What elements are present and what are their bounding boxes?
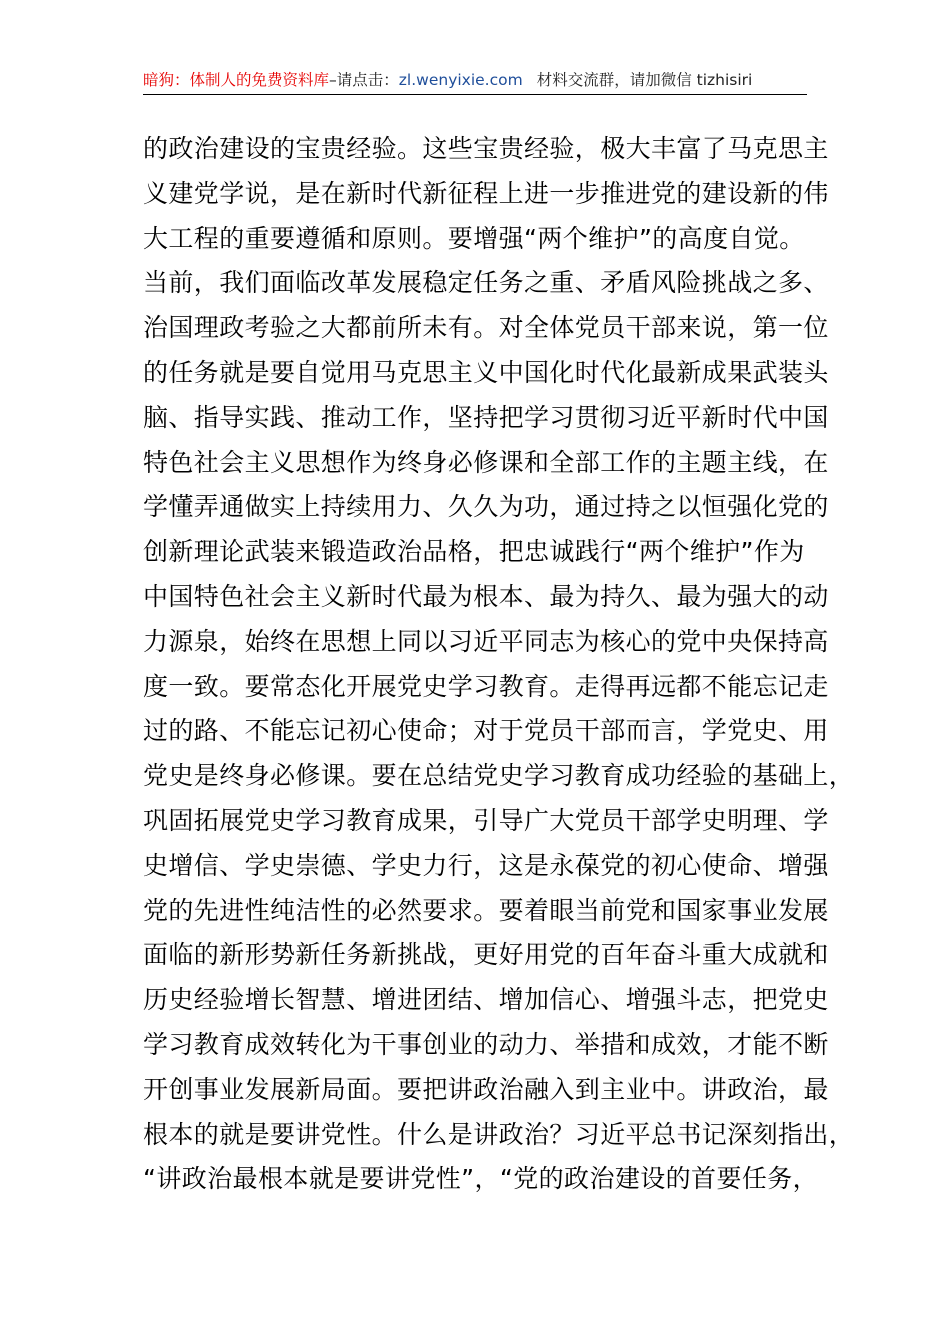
body-line: 党史是终身必修课。要在总结党史学习教育成功经验的基础上， [143, 761, 855, 791]
body-line: 创新理论武装来锻造政治品格，把忠诚践行“两个维护”作为 [143, 537, 805, 567]
header-divider [143, 94, 807, 95]
body-line: 的任务就是要自觉用马克思主义中国化时代化最新成果武装头 [143, 357, 829, 387]
body-line: 历史经验增长智慧、增进团结、增加信心、增强斗志，把党史 [143, 985, 829, 1015]
body-line: 党的先进性纯洁性的必然要求。要着眼当前党和国家事业发展 [143, 895, 829, 925]
page-header [143, 66, 807, 94]
body-line: 史增信、学史崇德、学史力行，这是永葆党的初心使命、增强 [143, 850, 829, 880]
body-line: 面临的新形势新任务新挑战，更好用党的百年奋斗重大成就和 [143, 940, 829, 970]
body-line: 度一致。要常态化开展党史学习教育。走得再远都不能忘记走 [143, 671, 829, 701]
header-site-name: 暗狗：体制人的免费资料库 [143, 71, 330, 89]
body-line: 特色社会主义思想作为终身必修课和全部工作的主题主线，在 [143, 447, 829, 477]
body-line: 大工程的重要遵循和原则。要增强“两个维护”的高度自觉。 [143, 223, 805, 253]
body-line: 中国特色社会主义新时代最为根本、最为持久、最为强大的动 [143, 581, 829, 611]
body-line: 学习教育成效转化为干事创业的动力、举措和成效，才能不断 [143, 1029, 829, 1059]
header-wechat-note: 材料交流群，请加微信 tizhisiri [536, 71, 753, 89]
body-line: 力源泉，始终在思想上同以习近平同志为核心的党中央保持高 [143, 626, 829, 656]
body-line: 治国理政考验之大都前所未有。对全体党员干部来说，第一位 [143, 313, 829, 343]
body-line: 过的路、不能忘记初心使命；对于党员干部而言，学党史、用 [143, 716, 829, 746]
body-line: 开创事业发展新局面。要把讲政治融入到主业中。讲政治，最 [143, 1074, 829, 1104]
body-line: 脑、指导实践、推动工作，坚持把学习贯彻习近平新时代中国 [143, 402, 829, 432]
body-line: 巩固拓展党史学习教育成果，引导广大党员干部学史明理、学 [143, 805, 829, 835]
header-url-link[interactable]: zl.wenyixie.com [398, 71, 523, 89]
body-line: 的政治建设的宝贵经验。这些宝贵经验，极大丰富了马克思主 [143, 134, 829, 163]
body-paragraph [143, 127, 855, 1202]
body-line: 根本的就是要讲党性。什么是讲政治？习近平总书记深刻指出， [143, 1119, 855, 1149]
body-line: “讲政治最根本就是要讲党性”，“党的政治建设的首要任务， [143, 1164, 819, 1194]
header-click-prompt: –请点击： [329, 71, 399, 89]
body-line: 当前，我们面临改革发展稳定任务之重、矛盾风险挑战之多、 [143, 268, 829, 298]
body-line: 义建党学说，是在新时代新征程上进一步推进党的建设新的伟 [143, 178, 829, 208]
body-line: 学懂弄通做实上持续用力、久久为功，通过持之以恒强化党的 [143, 492, 829, 522]
